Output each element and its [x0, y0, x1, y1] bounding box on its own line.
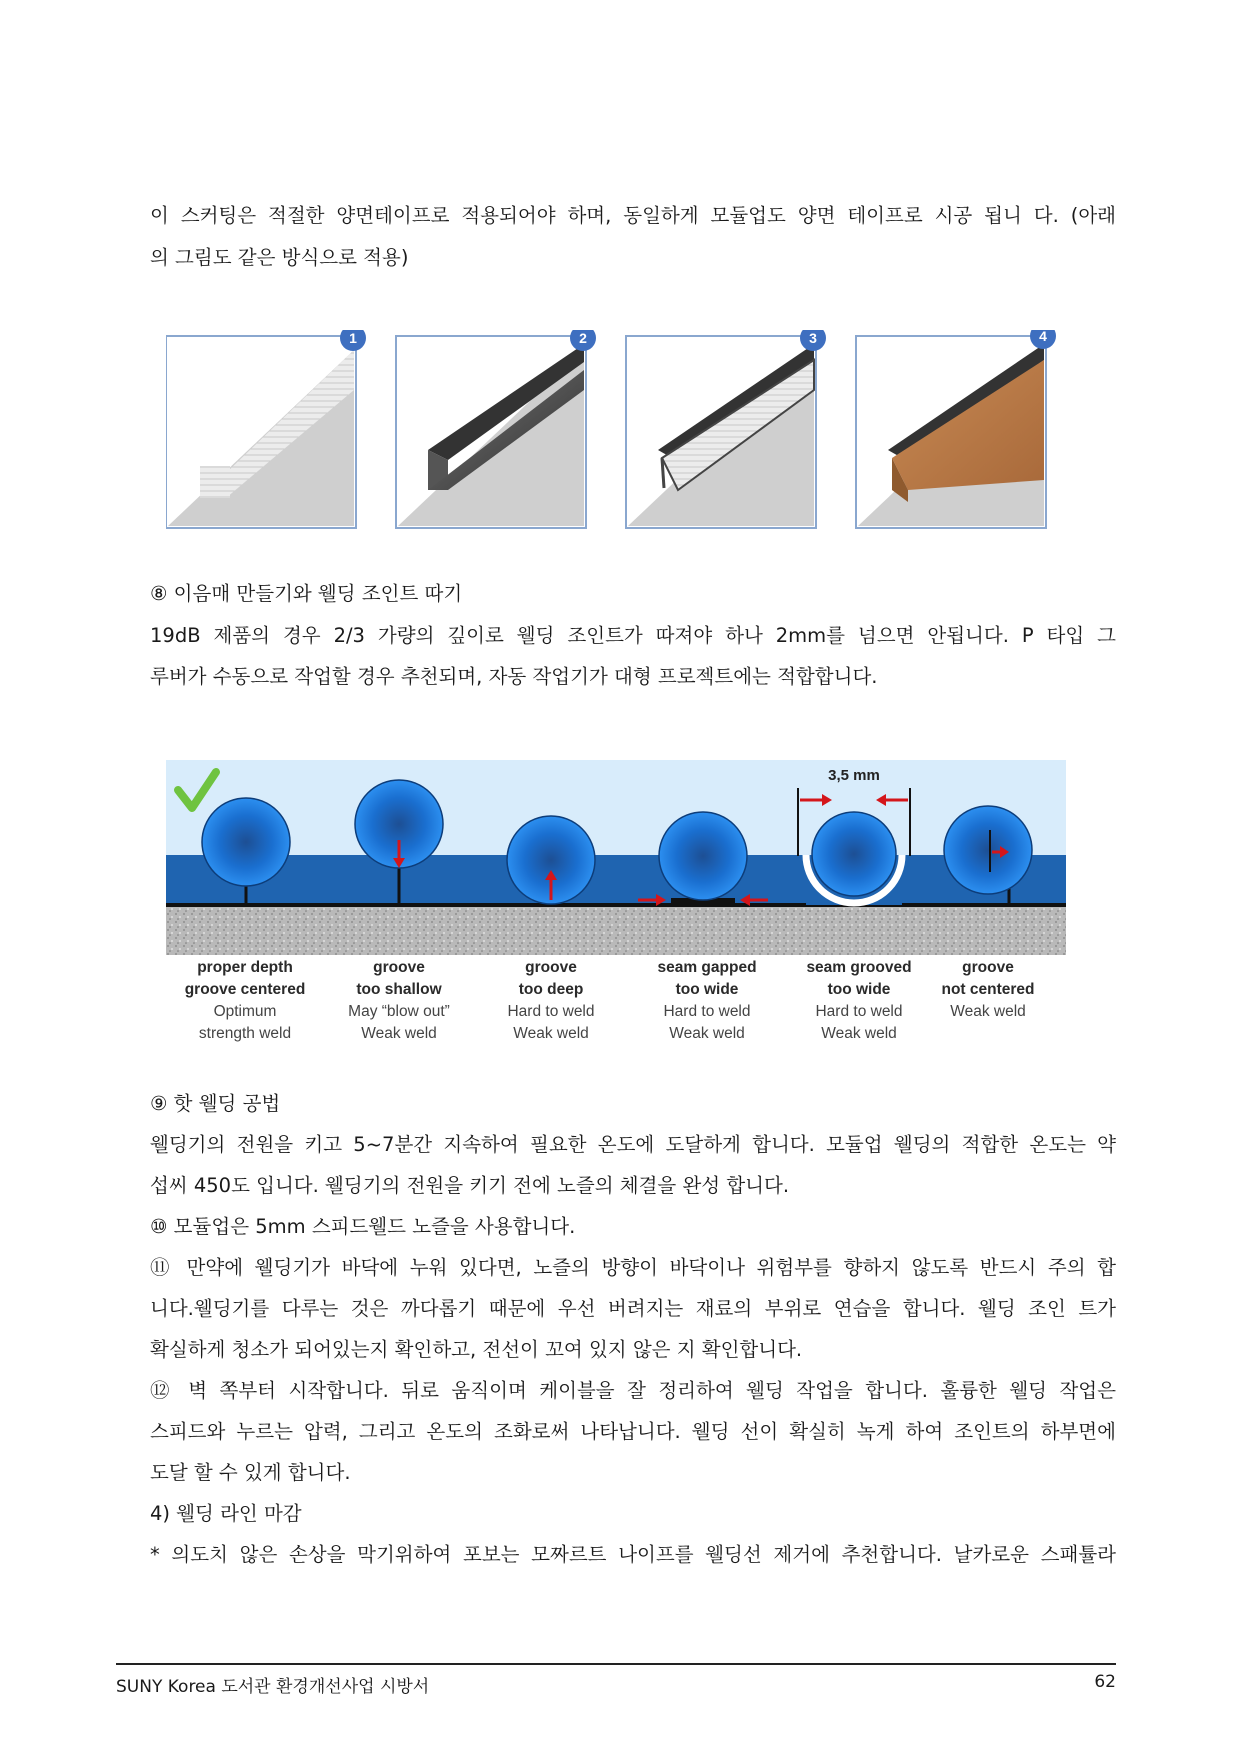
- section11-line-1: ⑪ 만약에 웰딩기가 바닥에 누워 있다면, 노즐의 방향이 바닥이나 위험부를 향하지 않도록 반드시 주의 합: [150, 1256, 1116, 1279]
- section8-line-2: 루버가 수동으로 작업할 경우 추천되며, 자동 작업기가 대형 프로젝트에는 적합합니다.: [150, 665, 878, 688]
- section11-line-2: 니다.웰딩기를 다루는 것은 까다롭기 때문에 우선 버려지는 재료의 부위로 연습을 합니다. 웰딩 조인 트가: [150, 1297, 1116, 1320]
- section12-line-3: 도달 할 수 있게 합니다.: [150, 1461, 351, 1484]
- caption-too-deep-b1: groove: [525, 959, 577, 976]
- skirting-steps-figure: [166, 330, 1066, 540]
- badge-2-label: 2: [579, 330, 587, 346]
- caption-too-shallow-n1: May “blow out”: [348, 1003, 450, 1020]
- caption-proper-n2: strength weld: [198, 1025, 292, 1042]
- section4-line-1: * 의도치 않은 손상을 막기위하여 포보는 모짜르트 나이프를 웰딩선 제거에 추천합니다. 날카로운 스패튤라: [150, 1543, 1116, 1566]
- step-2-panel: [396, 336, 586, 528]
- section8-line-1: 19dB 제품의 경우 2/3 가량의 깊이로 웰딩 조인트가 따져야 하나 2mm를 넘으면 안됩니다. P 타입 그: [150, 624, 1116, 647]
- caption-too-deep-n2: Weak weld: [513, 1025, 589, 1042]
- section12-line-2: 스피드와 누르는 압력, 그리고 온도의 조화로써 나타납니다. 웰딩 선이 확실히 녹게 하여 조인트의 하부면에: [150, 1420, 1116, 1443]
- caption-too-shallow-b1: groove: [373, 959, 425, 976]
- dimension-label: 3,5 mm: [828, 767, 880, 784]
- caption-proper-b2: groove centered: [184, 981, 306, 998]
- step-3-panel: [626, 336, 816, 528]
- intro-line-2: 의 그림도 같은 방식으로 적용): [150, 246, 409, 269]
- badge-1-label: 1: [349, 330, 357, 346]
- caption-seam-gapped-n1: Hard to weld: [663, 1003, 751, 1020]
- step-4-panel: [856, 336, 1046, 528]
- section9-line-1: 웰딩기의 전원을 키고 5~7분간 지속하여 필요한 온도에 도달하게 합니다. 모듈업 웰딩의 적합한 온도는 약: [150, 1133, 1116, 1156]
- intro-line-1: 이 스커팅은 적절한 양면테이프로 적용되어야 하며, 동일하게 모듈업도 양면 테이프로 시공 됩니 다. (아래: [150, 204, 1116, 227]
- footer-title: SUNY Korea 도서관 환경개선사업 시방서: [116, 1677, 430, 1697]
- weld-groove-diagram: [166, 760, 1066, 955]
- weld-too-deep: [507, 816, 595, 904]
- page-number: 62: [1094, 1672, 1116, 1692]
- caption-too-deep-b2: too deep: [518, 981, 584, 998]
- caption-too-shallow-n2: Weak weld: [361, 1025, 437, 1042]
- caption-proper: [160, 957, 330, 1045]
- section8-heading: ⑧ 이음매 만들기와 웰딩 조인트 따기: [150, 582, 463, 605]
- caption-too-shallow-b2: too shallow: [356, 981, 442, 998]
- caption-proper-n1: Optimum: [213, 1003, 277, 1020]
- badge-4-label: 4: [1039, 330, 1047, 344]
- section12-line-1: ⑫ 벽 쪽부터 시작합니다. 뒤로 움직이며 케이블을 잘 정리하여 웰딩 작업을 합니다. 훌륭한 웰딩 작업은: [150, 1379, 1116, 1402]
- section9-heading: ⑨ 핫 웰딩 공법: [150, 1092, 281, 1115]
- section9-line-2: 섭씨 450도 입니다. 웰딩기의 전원을 키기 전에 노즐의 체결을 완성 합니다.: [150, 1174, 790, 1197]
- caption-not-centered-b2: not centered: [941, 981, 1035, 998]
- footer-rule: [116, 1663, 1116, 1665]
- caption-seam-gapped-b1: seam gapped: [657, 959, 757, 976]
- caption-seam-gapped-b2: too wide: [675, 981, 739, 998]
- caption-seam-grooved-n1: Hard to weld: [815, 1003, 903, 1020]
- caption-seam-grooved-n2: Weak weld: [821, 1025, 897, 1042]
- caption-too-deep-n1: Hard to weld: [507, 1003, 595, 1020]
- caption-too-deep: [466, 957, 636, 1045]
- section4-heading: 4) 웰딩 라인 마감: [150, 1502, 302, 1525]
- caption-seam-grooved-b1: seam grooved: [806, 959, 912, 976]
- caption-proper-b1: proper depth: [197, 959, 293, 976]
- caption-not-centered: [903, 957, 1073, 1023]
- caption-seam-gapped-n2: Weak weld: [669, 1025, 745, 1042]
- caption-seam-grooved-b2: too wide: [827, 981, 891, 998]
- step-1-panel: [166, 336, 356, 528]
- caption-not-centered-b1: groove: [962, 959, 1014, 976]
- caption-seam-gapped: [622, 957, 792, 1045]
- caption-too-shallow: [314, 957, 484, 1045]
- badge-3-label: 3: [809, 330, 817, 346]
- section11-line-3: 확실하게 청소가 되어있는지 확인하고, 전선이 꼬여 있지 않은 지 확인합니다.: [150, 1338, 803, 1361]
- section10-line-1: ⑩ 모듈업은 5mm 스피드웰드 노즐을 사용합니다.: [150, 1215, 576, 1238]
- caption-not-centered-n1: Weak weld: [950, 1003, 1026, 1020]
